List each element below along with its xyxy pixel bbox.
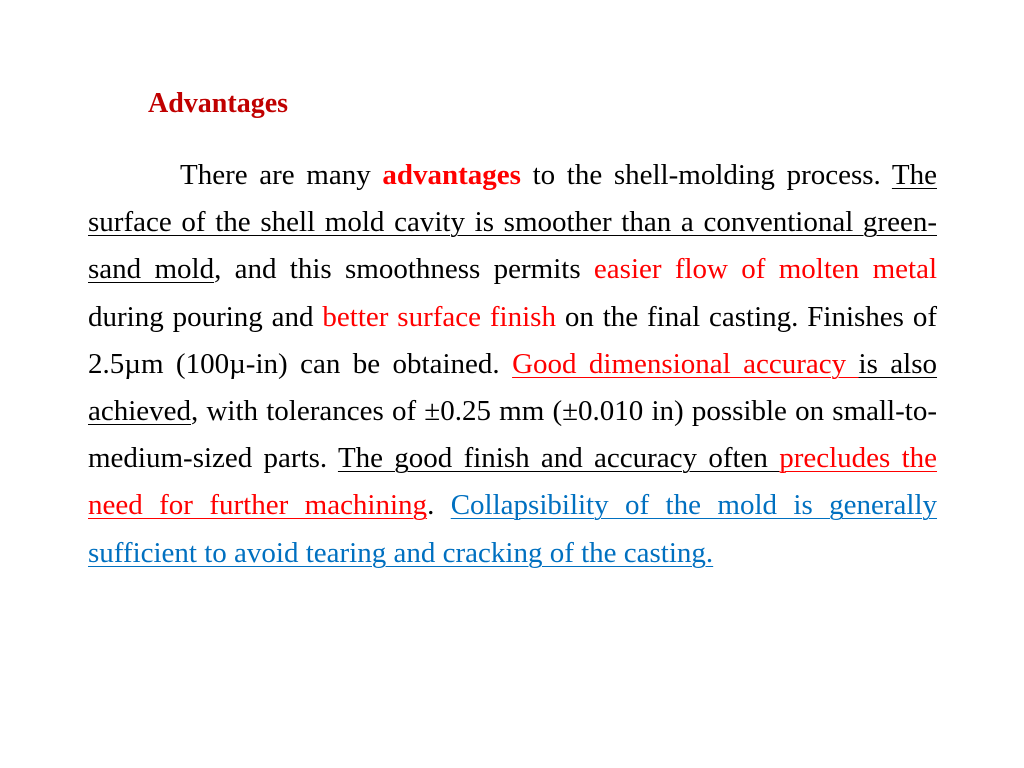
text-segment: , with tolerances of ±0.25 mm (±0.010 in) possible on small-to-medium-sized parts. [88, 395, 937, 475]
underlined-finish-accuracy: The good finish and accuracy often [337, 442, 780, 475]
text-segment: , and this smoothness permits [214, 253, 594, 286]
text-segment: to the shell-molding process. [520, 159, 892, 191]
text-segment: during pouring and [88, 300, 323, 333]
advantages-keyword: advantages [382, 159, 521, 191]
text-segment: There are many [180, 159, 383, 191]
text-segment: . [427, 489, 451, 522]
advantages-paragraph [88, 152, 937, 577]
text-segment: on the final casting. Finishes of 2.5µm (100µ-in) can be obtained. [88, 300, 937, 380]
underlined-also-achieved: is also achieved [88, 347, 938, 428]
highlight-surface-finish: better surface finish [322, 300, 556, 333]
highlight-precludes-machining: precludes the need for further machining [88, 442, 938, 522]
highlight-dimensional-accuracy: Good dimensional accuracy [512, 347, 859, 380]
section-heading: Advantages [148, 88, 289, 119]
highlight-collapsibility: Collapsibility of the mold is generally sufficient to avoid tearing and cracking of the casting. [88, 489, 938, 569]
underlined-smooth-surface: The surface of the shell mold cavity is smoother than a conventional green-sand mold [88, 159, 937, 286]
highlight-easier-flow: easier flow of molten metal [593, 253, 937, 286]
